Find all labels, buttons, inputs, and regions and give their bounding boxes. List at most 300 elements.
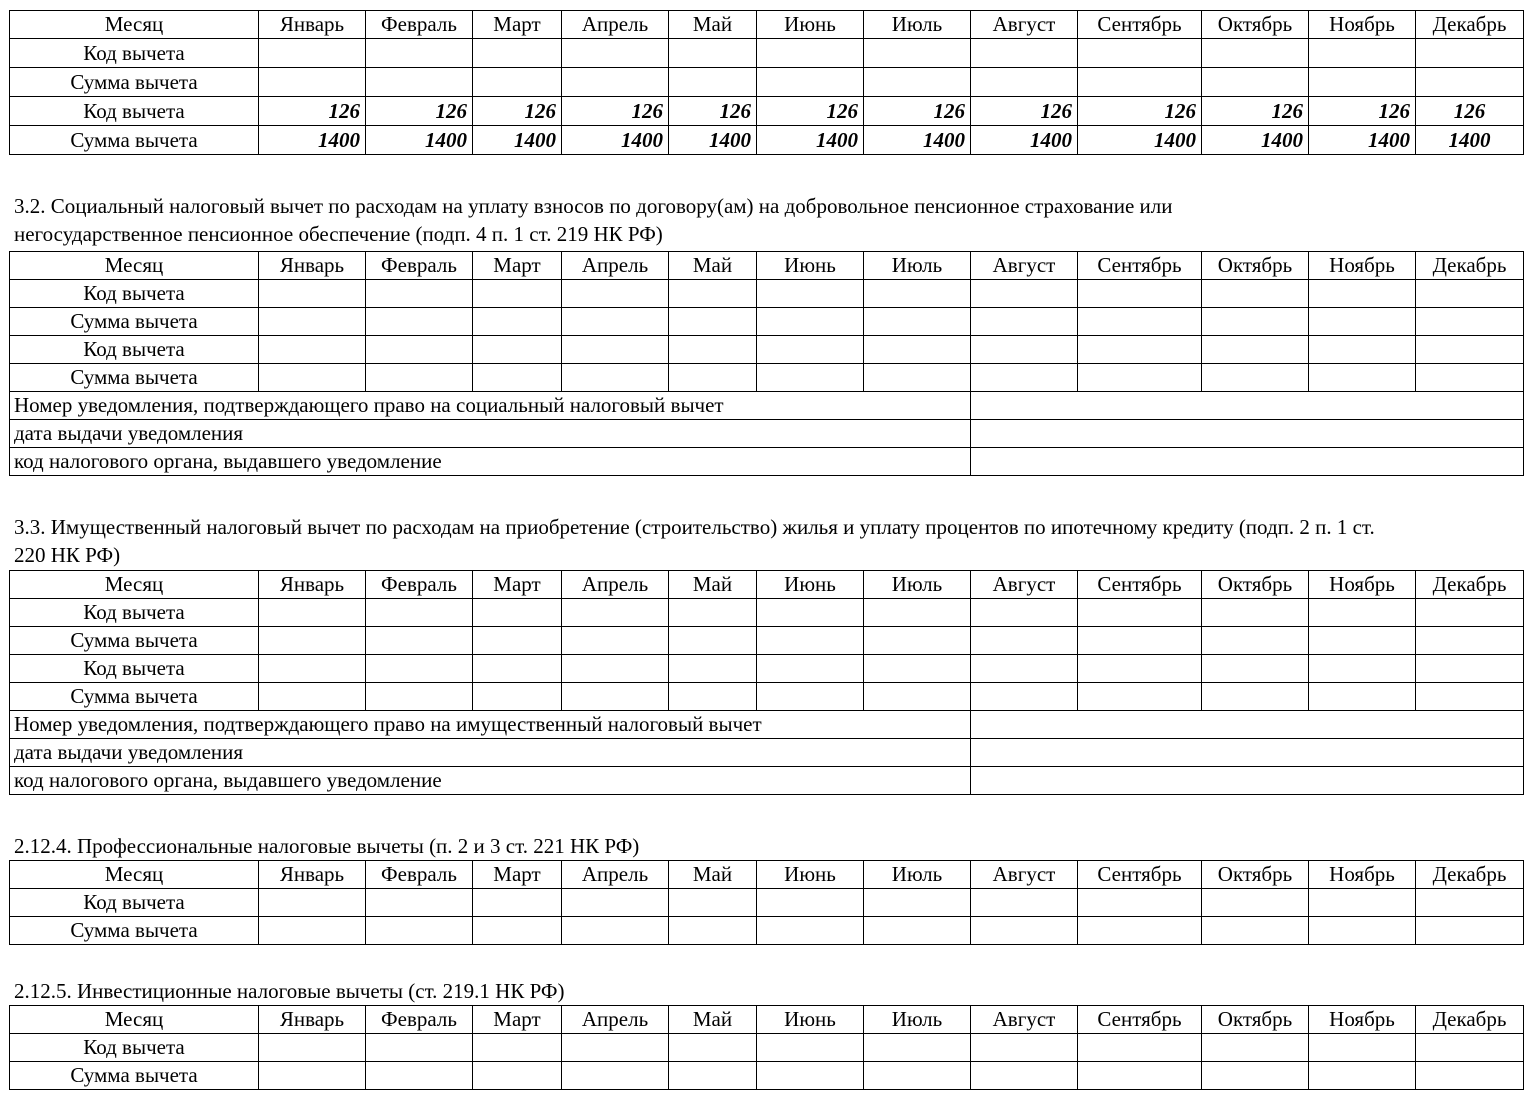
deduction-code-label: Код вычета	[10, 39, 259, 68]
input-cell[interactable]	[1416, 655, 1524, 683]
input-cell[interactable]	[1416, 364, 1524, 392]
input-cell[interactable]	[1078, 627, 1202, 655]
input-cell[interactable]	[562, 1062, 669, 1090]
input-cell[interactable]	[971, 308, 1078, 336]
month-september: Сентябрь	[1078, 252, 1202, 280]
input-cell[interactable]	[1416, 627, 1524, 655]
month-february: Февраль	[366, 11, 473, 39]
month-october: Октябрь	[1202, 571, 1309, 599]
input-cell[interactable]	[1309, 280, 1416, 308]
month-june: Июнь	[757, 861, 864, 889]
month-august: Август	[971, 861, 1078, 889]
notice-date-input[interactable]	[971, 739, 1524, 767]
month-july: Июль	[864, 11, 971, 39]
input-cell[interactable]	[366, 1062, 473, 1090]
input-cell[interactable]	[1309, 68, 1416, 97]
input-cell[interactable]	[1309, 1034, 1416, 1062]
month-january: Январь	[259, 11, 366, 39]
input-cell[interactable]	[1202, 627, 1309, 655]
input-cell[interactable]	[669, 599, 757, 627]
input-cell[interactable]	[562, 39, 669, 68]
deduction-code-row	[10, 889, 1524, 917]
input-cell[interactable]	[864, 627, 971, 655]
input-cell[interactable]	[366, 1034, 473, 1062]
input-cell[interactable]	[669, 308, 757, 336]
month-december: Декабрь	[1416, 1006, 1524, 1034]
deduction-amount-label: Сумма вычета	[10, 126, 259, 155]
month-october: Октябрь	[1202, 11, 1309, 39]
code-value-july[interactable]: 126	[864, 97, 971, 126]
notice-date-label: дата выдачи уведомления	[10, 739, 971, 767]
input-cell[interactable]	[562, 1034, 669, 1062]
input-cell[interactable]	[971, 627, 1078, 655]
input-cell[interactable]	[971, 917, 1078, 945]
input-cell[interactable]	[1416, 308, 1524, 336]
deduction-amount-label: Сумма вычета	[10, 683, 259, 711]
input-cell[interactable]	[669, 889, 757, 917]
deduction-code-label: Код вычета	[10, 280, 259, 308]
section-3-2-title	[14, 192, 1519, 248]
input-cell[interactable]	[1202, 1034, 1309, 1062]
month-july: Июль	[864, 252, 971, 280]
input-cell[interactable]	[669, 336, 757, 364]
authority-code-label: код налогового органа, выдавшего уведомление	[10, 448, 971, 476]
input-cell[interactable]	[562, 683, 669, 711]
input-cell[interactable]	[562, 627, 669, 655]
input-cell[interactable]	[864, 599, 971, 627]
input-cell[interactable]	[1202, 655, 1309, 683]
input-cell[interactable]	[1416, 599, 1524, 627]
input-cell[interactable]	[1309, 308, 1416, 336]
input-cell[interactable]	[259, 336, 366, 364]
input-cell[interactable]	[259, 1034, 366, 1062]
input-cell[interactable]	[757, 308, 864, 336]
input-cell[interactable]	[473, 1034, 562, 1062]
input-cell[interactable]	[366, 889, 473, 917]
input-cell[interactable]	[1309, 39, 1416, 68]
input-cell[interactable]	[971, 39, 1078, 68]
input-cell[interactable]	[562, 308, 669, 336]
input-cell[interactable]	[864, 68, 971, 97]
input-cell[interactable]	[1202, 917, 1309, 945]
input-cell[interactable]	[473, 917, 562, 945]
input-cell[interactable]	[1078, 280, 1202, 308]
input-cell[interactable]	[1309, 364, 1416, 392]
input-cell[interactable]	[971, 889, 1078, 917]
deduction-amount-label: Сумма вычета	[10, 1062, 259, 1090]
deduction-amount-label: Сумма вычета	[10, 917, 259, 945]
month-header: Месяц	[10, 861, 259, 889]
month-april: Апрель	[562, 252, 669, 280]
month-september: Сентябрь	[1078, 11, 1202, 39]
deduction-amount-row	[10, 627, 1524, 655]
input-cell[interactable]	[1202, 68, 1309, 97]
input-cell[interactable]	[1416, 1062, 1524, 1090]
input-cell[interactable]	[864, 364, 971, 392]
month-april: Апрель	[562, 1006, 669, 1034]
input-cell[interactable]	[864, 917, 971, 945]
deduction-code-label: Код вычета	[10, 889, 259, 917]
month-march: Март	[473, 861, 562, 889]
month-december: Декабрь	[1416, 11, 1524, 39]
deduction-code-row	[10, 599, 1524, 627]
input-cell[interactable]	[669, 917, 757, 945]
input-cell[interactable]	[259, 683, 366, 711]
amount-value-september[interactable]: 1400	[1078, 126, 1202, 155]
input-cell[interactable]	[473, 39, 562, 68]
input-cell[interactable]	[259, 308, 366, 336]
section-2-12-5-title: 2.12.5. Инвестиционные налоговые вычеты (ст. 219.1 НК РФ)	[14, 979, 565, 1003]
input-cell[interactable]	[1202, 336, 1309, 364]
month-january: Январь	[259, 1006, 366, 1034]
input-cell[interactable]	[473, 1062, 562, 1090]
input-cell[interactable]	[1416, 917, 1524, 945]
input-cell[interactable]	[259, 655, 366, 683]
month-june: Июнь	[757, 1006, 864, 1034]
input-cell[interactable]	[1309, 627, 1416, 655]
input-cell[interactable]	[259, 917, 366, 945]
code-value-december[interactable]: 126	[1416, 97, 1524, 126]
input-cell[interactable]	[757, 889, 864, 917]
input-cell[interactable]	[669, 280, 757, 308]
input-cell[interactable]	[366, 599, 473, 627]
input-cell[interactable]	[757, 599, 864, 627]
deduction-code-label: Код вычета	[10, 97, 259, 126]
input-cell[interactable]	[1309, 1062, 1416, 1090]
input-cell[interactable]	[473, 599, 562, 627]
input-cell[interactable]	[1416, 336, 1524, 364]
input-cell[interactable]	[473, 280, 562, 308]
amount-value-march[interactable]: 1400	[473, 126, 562, 155]
input-cell[interactable]	[971, 1062, 1078, 1090]
input-cell[interactable]	[757, 627, 864, 655]
amount-value-april[interactable]: 1400	[562, 126, 669, 155]
input-cell[interactable]	[473, 68, 562, 97]
input-cell[interactable]	[473, 364, 562, 392]
input-cell[interactable]	[366, 627, 473, 655]
input-cell[interactable]	[864, 1062, 971, 1090]
deduction-code-row-filled	[10, 97, 1524, 126]
input-cell[interactable]	[473, 308, 562, 336]
deduction-code-label: Код вычета	[10, 1034, 259, 1062]
month-august: Август	[971, 571, 1078, 599]
input-cell[interactable]	[562, 336, 669, 364]
deduction-code-label: Код вычета	[10, 336, 259, 364]
input-cell[interactable]	[757, 364, 864, 392]
month-january: Январь	[259, 861, 366, 889]
code-value-march[interactable]: 126	[473, 97, 562, 126]
input-cell[interactable]	[864, 1034, 971, 1062]
input-cell[interactable]	[1309, 655, 1416, 683]
month-december: Декабрь	[1416, 861, 1524, 889]
input-cell[interactable]	[864, 308, 971, 336]
input-cell[interactable]	[473, 627, 562, 655]
input-cell[interactable]	[757, 655, 864, 683]
input-cell[interactable]	[562, 68, 669, 97]
input-cell[interactable]	[1416, 68, 1524, 97]
input-cell[interactable]	[864, 655, 971, 683]
notice-date-row	[10, 420, 1524, 448]
month-january: Январь	[259, 252, 366, 280]
input-cell[interactable]	[1416, 39, 1524, 68]
input-cell[interactable]	[1078, 1062, 1202, 1090]
input-cell[interactable]	[864, 39, 971, 68]
input-cell[interactable]	[1202, 599, 1309, 627]
input-cell[interactable]	[259, 39, 366, 68]
notice-number-label: Номер уведомления, подтверждающего право на социальный налоговый вычет	[10, 392, 971, 420]
input-cell[interactable]	[1202, 364, 1309, 392]
month-header: Месяц	[10, 1006, 259, 1034]
input-cell[interactable]	[864, 889, 971, 917]
input-cell[interactable]	[1202, 39, 1309, 68]
input-cell[interactable]	[562, 917, 669, 945]
input-cell[interactable]	[757, 39, 864, 68]
input-cell[interactable]	[562, 599, 669, 627]
month-march: Март	[473, 1006, 562, 1034]
notice-number-input[interactable]	[971, 711, 1524, 739]
month-header: Месяц	[10, 571, 259, 599]
input-cell[interactable]	[669, 1034, 757, 1062]
input-cell[interactable]	[366, 68, 473, 97]
month-header-row	[10, 11, 1524, 39]
amount-value-august[interactable]: 1400	[971, 126, 1078, 155]
input-cell[interactable]	[757, 280, 864, 308]
section-3-3-title-line2: 220 НК РФ)	[14, 543, 121, 567]
deduction-amount-row-filled	[10, 126, 1524, 155]
month-september: Сентябрь	[1078, 861, 1202, 889]
input-cell[interactable]	[1309, 683, 1416, 711]
month-august: Август	[971, 252, 1078, 280]
month-header: Месяц	[10, 11, 259, 39]
amount-value-july[interactable]: 1400	[864, 126, 971, 155]
input-cell[interactable]	[1309, 889, 1416, 917]
input-cell[interactable]	[1078, 308, 1202, 336]
input-cell[interactable]	[971, 364, 1078, 392]
input-cell[interactable]	[1416, 1034, 1524, 1062]
input-cell[interactable]	[259, 280, 366, 308]
input-cell[interactable]	[757, 336, 864, 364]
deduction-code-row	[10, 280, 1524, 308]
amount-value-june[interactable]: 1400	[757, 126, 864, 155]
month-march: Март	[473, 252, 562, 280]
input-cell[interactable]	[259, 1062, 366, 1090]
input-cell[interactable]	[259, 627, 366, 655]
month-header-row	[10, 861, 1524, 889]
input-cell[interactable]	[1078, 655, 1202, 683]
authority-code-label: код налогового органа, выдавшего уведомление	[10, 767, 971, 795]
month-may: Май	[669, 252, 757, 280]
input-cell[interactable]	[366, 308, 473, 336]
code-value-february[interactable]: 126	[366, 97, 473, 126]
input-cell[interactable]	[366, 655, 473, 683]
input-cell[interactable]	[366, 336, 473, 364]
authority-code-input[interactable]	[971, 767, 1524, 795]
deduction-code-row	[10, 336, 1524, 364]
deduction-amount-row	[10, 308, 1524, 336]
input-cell[interactable]	[366, 917, 473, 945]
month-february: Февраль	[366, 252, 473, 280]
month-march: Март	[473, 11, 562, 39]
month-january: Январь	[259, 571, 366, 599]
investment-deduction-table	[9, 1005, 1524, 1090]
notice-date-input[interactable]	[971, 420, 1524, 448]
deduction-amount-row	[10, 683, 1524, 711]
amount-value-january[interactable]: 1400	[259, 126, 366, 155]
input-cell[interactable]	[757, 1062, 864, 1090]
input-cell[interactable]	[259, 364, 366, 392]
input-cell[interactable]	[757, 917, 864, 945]
input-cell[interactable]	[1078, 917, 1202, 945]
input-cell[interactable]	[669, 1062, 757, 1090]
property-deduction-table	[9, 570, 1524, 795]
input-cell[interactable]	[669, 627, 757, 655]
input-cell[interactable]	[1309, 336, 1416, 364]
professional-deduction-table	[9, 860, 1524, 945]
input-cell[interactable]	[1078, 336, 1202, 364]
deduction-amount-row	[10, 68, 1524, 97]
deduction-amount-row	[10, 364, 1524, 392]
month-may: Май	[669, 1006, 757, 1034]
input-cell[interactable]	[1078, 39, 1202, 68]
input-cell[interactable]	[1202, 280, 1309, 308]
input-cell[interactable]	[1416, 683, 1524, 711]
month-july: Июль	[864, 1006, 971, 1034]
input-cell[interactable]	[1078, 889, 1202, 917]
input-cell[interactable]	[1202, 683, 1309, 711]
month-header-row	[10, 1006, 1524, 1034]
code-value-november[interactable]: 126	[1309, 97, 1416, 126]
input-cell[interactable]	[971, 683, 1078, 711]
input-cell[interactable]	[473, 889, 562, 917]
input-cell[interactable]	[473, 655, 562, 683]
deduction-code-row	[10, 1034, 1524, 1062]
notice-date-row	[10, 739, 1524, 767]
notice-date-label: дата выдачи уведомления	[10, 420, 971, 448]
notice-number-label: Номер уведомления, подтверждающего право на имущественный налоговый вычет	[10, 711, 971, 739]
month-june: Июнь	[757, 11, 864, 39]
input-cell[interactable]	[971, 280, 1078, 308]
input-cell[interactable]	[669, 655, 757, 683]
input-cell[interactable]	[259, 889, 366, 917]
code-value-june[interactable]: 126	[757, 97, 864, 126]
month-june: Июнь	[757, 252, 864, 280]
input-cell[interactable]	[562, 280, 669, 308]
amount-value-october[interactable]: 1400	[1202, 126, 1309, 155]
month-september: Сентябрь	[1078, 571, 1202, 599]
standard-deduction-table	[9, 10, 1524, 155]
input-cell[interactable]	[473, 683, 562, 711]
section-2-12-4-title: 2.12.4. Профессиональные налоговые вычеты (п. 2 и 3 ст. 221 НК РФ)	[14, 834, 640, 858]
code-value-august[interactable]: 126	[971, 97, 1078, 126]
month-may: Май	[669, 11, 757, 39]
deduction-code-row	[10, 39, 1524, 68]
section-3-3-title-line1: 3.3. Имущественный налоговый вычет по расходам на приобретение (строительство) жилья и уплату процентов по ипотечному кредиту (подп. 2 п. 1 ст.	[14, 515, 1375, 539]
input-cell[interactable]	[259, 68, 366, 97]
input-cell[interactable]	[366, 364, 473, 392]
input-cell[interactable]	[366, 683, 473, 711]
input-cell[interactable]	[1078, 68, 1202, 97]
code-value-april[interactable]: 126	[562, 97, 669, 126]
month-header-row	[10, 571, 1524, 599]
input-cell[interactable]	[1078, 364, 1202, 392]
notice-number-row	[10, 711, 1524, 739]
month-april: Апрель	[562, 11, 669, 39]
input-cell[interactable]	[971, 655, 1078, 683]
month-july: Июль	[864, 571, 971, 599]
input-cell[interactable]	[1309, 599, 1416, 627]
input-cell[interactable]	[864, 683, 971, 711]
authority-code-row	[10, 767, 1524, 795]
input-cell[interactable]	[669, 364, 757, 392]
input-cell[interactable]	[1078, 599, 1202, 627]
input-cell[interactable]	[259, 599, 366, 627]
deduction-amount-label: Сумма вычета	[10, 627, 259, 655]
input-cell[interactable]	[366, 280, 473, 308]
input-cell[interactable]	[562, 889, 669, 917]
social-deduction-table	[9, 251, 1524, 476]
notice-number-input[interactable]	[971, 392, 1524, 420]
month-october: Октябрь	[1202, 861, 1309, 889]
input-cell[interactable]	[1416, 889, 1524, 917]
input-cell[interactable]	[864, 336, 971, 364]
notice-number-row	[10, 392, 1524, 420]
input-cell[interactable]	[1078, 683, 1202, 711]
input-cell[interactable]	[1202, 889, 1309, 917]
amount-value-february[interactable]: 1400	[366, 126, 473, 155]
deduction-amount-label: Сумма вычета	[10, 308, 259, 336]
input-cell[interactable]	[562, 655, 669, 683]
input-cell[interactable]	[757, 683, 864, 711]
code-value-january[interactable]: 126	[259, 97, 366, 126]
deduction-amount-row	[10, 917, 1524, 945]
input-cell[interactable]	[1202, 1062, 1309, 1090]
input-cell[interactable]	[757, 1034, 864, 1062]
input-cell[interactable]	[1078, 1034, 1202, 1062]
month-october: Октябрь	[1202, 252, 1309, 280]
month-september: Сентябрь	[1078, 1006, 1202, 1034]
input-cell[interactable]	[971, 1034, 1078, 1062]
input-cell[interactable]	[757, 68, 864, 97]
month-header-row	[10, 252, 1524, 280]
deduction-amount-row	[10, 1062, 1524, 1090]
month-november: Ноябрь	[1309, 11, 1416, 39]
month-november: Ноябрь	[1309, 252, 1416, 280]
amount-value-november[interactable]: 1400	[1309, 126, 1416, 155]
amount-value-december[interactable]: 1400	[1416, 126, 1524, 155]
input-cell[interactable]	[366, 39, 473, 68]
section-3-2-title-line1: 3.2. Социальный налоговый вычет по расходам на уплату взносов по договору(ам) на добровольное пенсионное страхование или	[14, 194, 1173, 218]
input-cell[interactable]	[971, 68, 1078, 97]
code-value-may[interactable]: 126	[669, 97, 757, 126]
input-cell[interactable]	[473, 336, 562, 364]
amount-value-may[interactable]: 1400	[669, 126, 757, 155]
month-february: Февраль	[366, 571, 473, 599]
input-cell[interactable]	[864, 280, 971, 308]
authority-code-input[interactable]	[971, 448, 1524, 476]
input-cell[interactable]	[1309, 917, 1416, 945]
input-cell[interactable]	[1416, 280, 1524, 308]
input-cell[interactable]	[669, 68, 757, 97]
input-cell[interactable]	[971, 336, 1078, 364]
input-cell[interactable]	[562, 364, 669, 392]
input-cell[interactable]	[669, 683, 757, 711]
code-value-september[interactable]: 126	[1078, 97, 1202, 126]
code-value-october[interactable]: 126	[1202, 97, 1309, 126]
input-cell[interactable]	[1202, 308, 1309, 336]
input-cell[interactable]	[669, 39, 757, 68]
input-cell[interactable]	[971, 599, 1078, 627]
deduction-code-row	[10, 655, 1524, 683]
